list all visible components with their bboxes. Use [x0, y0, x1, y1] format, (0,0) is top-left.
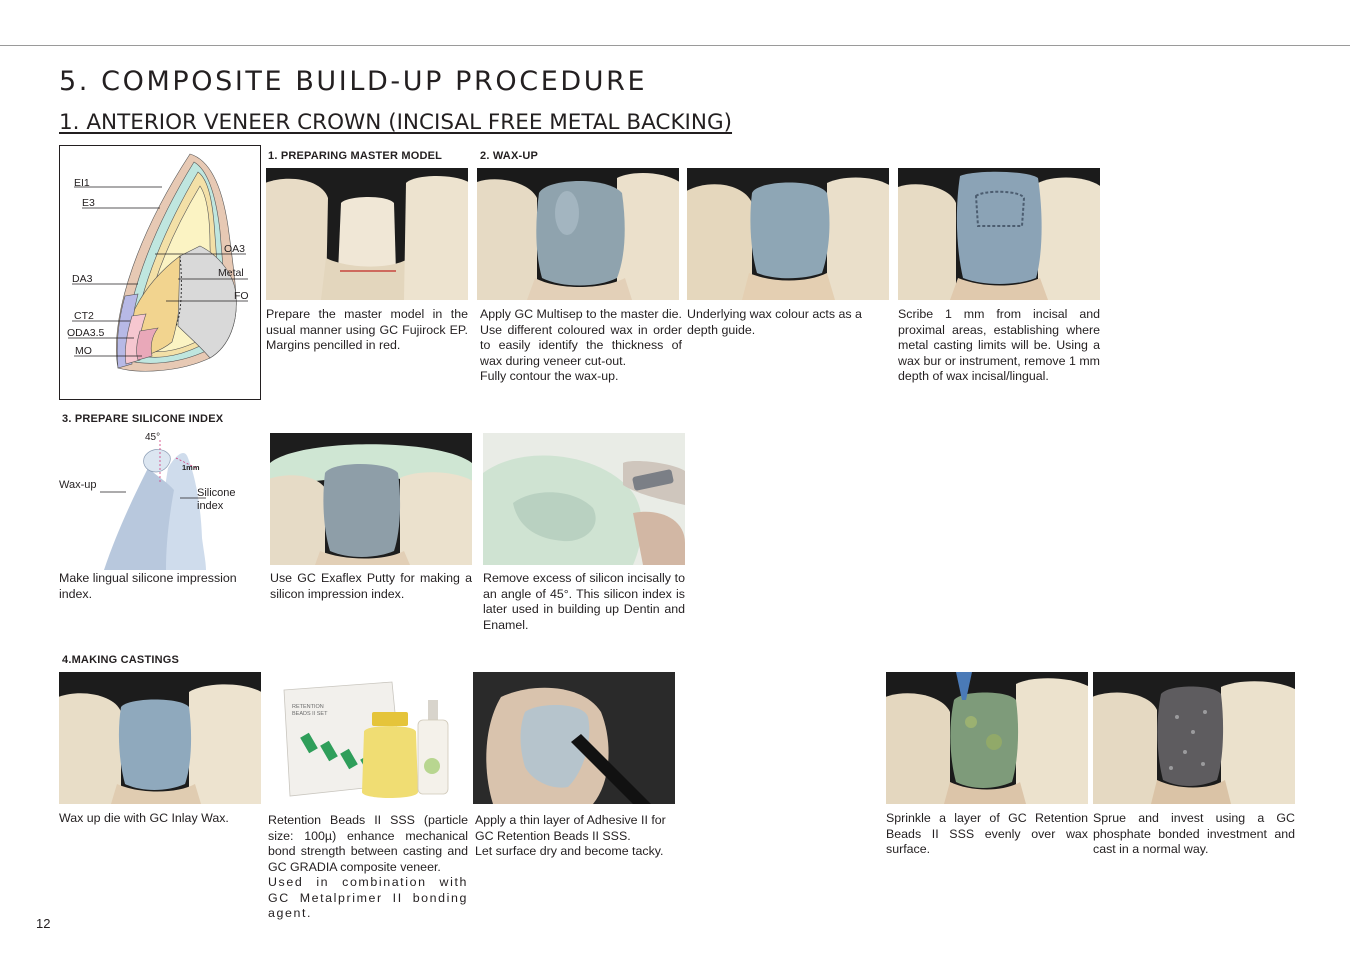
caption-inlay-wax: Wax up die with GC Inlay Wax.	[59, 811, 229, 825]
layer-diagram	[59, 145, 261, 400]
step-3-heading: 3. PREPARE SILICONE INDEX	[62, 413, 224, 425]
photo-adhesive-application	[473, 672, 675, 804]
caption-wax-up: Apply GC Multisep to the master die. Use different coloured wax in order to easily identify the thickness of wax during veneer cut-out. Fully contour the wax-up.	[480, 307, 682, 383]
caption-depth-guide: Underlying wax colour acts as a depth guide.	[687, 307, 862, 337]
label-oda35: ODA3.5	[67, 327, 105, 339]
label-ct2: CT2	[74, 310, 94, 322]
label-e3: E3	[82, 197, 95, 209]
photo-wax-scribe	[898, 168, 1100, 300]
photo-exaflex-putty	[270, 433, 472, 565]
photo-sprue-invest	[1093, 672, 1295, 804]
caption-adhesive: Apply a thin layer of Adhesive II for GC Retention Beads II SSS. Let surface dry and become tacky.	[475, 813, 666, 858]
index-label: index	[197, 500, 224, 512]
photo-master-model	[266, 168, 468, 300]
label-da3: DA3	[72, 273, 93, 285]
caption-exaflex: Use GC Exaflex Putty for making a silicon impression index.	[270, 571, 472, 601]
step-2-heading: 2. WAX-UP	[480, 150, 539, 162]
caption-remove-excess: Remove excess of silicon incisally to an angle of 45°. This silicon index is later used in building up Dentin and Enamel.	[483, 571, 685, 632]
silicone-label: Silicone	[197, 487, 236, 499]
header-rule	[0, 45, 1350, 46]
photo-retention-beads-product	[268, 672, 470, 804]
photo-inlay-wax	[59, 672, 261, 804]
step-1-heading: 1. PREPARING MASTER MODEL	[268, 150, 443, 162]
dimension-label: 1mm	[182, 463, 200, 472]
silicone-index-diagram	[56, 428, 266, 570]
caption-master-model: Prepare the master model in the usual manner using GC Fujirock EP. Margins pencilled in red.	[266, 307, 468, 352]
angle-label: 45°	[145, 432, 161, 443]
photo-wax-depth	[687, 168, 889, 300]
label-oa3: OA3	[224, 243, 246, 255]
step-4-heading: 4.MAKING CASTINGS	[62, 654, 180, 666]
section-subtitle: 1. ANTERIOR VENEER CROWN (INCISAL FREE METAL BACKING)	[59, 110, 733, 135]
label-fo: FO	[234, 290, 249, 302]
caption-sprinkle: Sprinkle a layer of GC Retention Beads II SSS evenly over wax surface.	[886, 811, 1088, 856]
page-number: 12	[36, 916, 51, 931]
photo-silicone-trim	[483, 433, 685, 565]
caption-retention-beads: Retention Beads II SSS (particle size: 100µ) enhance mechanical bond strength between casting and GC GRADIA composite veneer. Used in combination with GC Metalprimer II bonding agent.	[268, 813, 468, 920]
photo-beads-sprinkle	[886, 672, 1088, 804]
label-metal: Metal	[218, 267, 244, 279]
caption-silicone-impression: Make lingual silicone impression index.	[59, 571, 237, 601]
label-ei1: EI1	[74, 177, 90, 189]
caption-sprue: Sprue and invest using a GC phosphate bonded investment and cast in a normal way.	[1093, 811, 1295, 856]
tooth-layer-illustration	[60, 146, 260, 399]
wax-up-label: Wax-up	[59, 479, 97, 491]
page-title: 5. COMPOSITE BUILD-UP PROCEDURE	[59, 66, 648, 97]
box-label-line-2: BEADS II SET	[292, 711, 328, 717]
label-mo: MO	[75, 345, 92, 357]
photo-wax-blue	[477, 168, 679, 300]
box-label-line-1: RETENTION	[292, 704, 324, 710]
caption-scribe: Scribe 1 mm from incisal and proximal areas, establishing where metal casting limits will be. Using a wax bur or instrument, remove 1 mm depth of wax incisal/lingual.	[898, 307, 1100, 383]
